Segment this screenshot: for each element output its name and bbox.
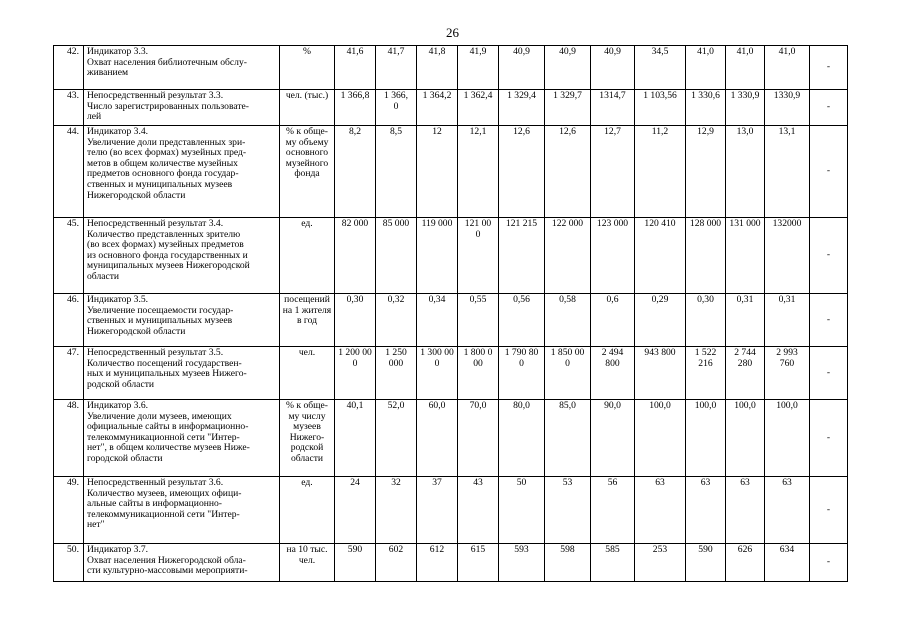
value-cell: 63 (765, 477, 810, 544)
value-cell: 41,0 (686, 46, 726, 90)
value-cell: 1 850 00 0 (545, 347, 591, 400)
last-cell: - (810, 544, 848, 582)
last-cell: - (810, 126, 848, 218)
value-cell: 41,9 (458, 46, 499, 90)
value-cell: 53 (545, 477, 591, 544)
unit-cell: чел. (280, 347, 335, 400)
indicators-table (53, 45, 848, 582)
value-cell: 598 (545, 544, 591, 582)
table-row (54, 46, 848, 90)
value-cell: 34,5 (635, 46, 686, 90)
value-cell: 0,32 (376, 294, 417, 347)
value-cell: 1 330,6 (686, 90, 726, 126)
value-cell: 122 000 (545, 218, 591, 294)
value-cell: 612 (417, 544, 458, 582)
value-cell: 32 (376, 477, 417, 544)
unit-cell: % (280, 46, 335, 90)
value-cell: 41,8 (417, 46, 458, 90)
value-cell: 0,56 (499, 294, 545, 347)
row-number: 47. (54, 347, 84, 400)
unit-cell: посещений на 1 жителя в год (280, 294, 335, 347)
value-cell: 2 993 760 (765, 347, 810, 400)
value-cell: 100,0 (635, 400, 686, 477)
value-cell: 1 300 00 0 (417, 347, 458, 400)
row-number: 42. (54, 46, 84, 90)
value-cell: 60,0 (417, 400, 458, 477)
unit-cell: % к обще- му объему основного музейного фонда (280, 126, 335, 218)
value-cell: 80,0 (499, 400, 545, 477)
value-cell: 63 (726, 477, 765, 544)
unit-cell: ед. (280, 477, 335, 544)
value-cell: 13,1 (765, 126, 810, 218)
value-cell: 8,2 (335, 126, 376, 218)
last-cell: - (810, 477, 848, 544)
value-cell: 43 (458, 477, 499, 544)
table-row (54, 126, 848, 218)
row-number: 48. (54, 400, 84, 477)
value-cell: 1 329,7 (545, 90, 591, 126)
value-cell: 1 103,56 (635, 90, 686, 126)
row-number: 49. (54, 477, 84, 544)
value-cell: 0,55 (458, 294, 499, 347)
value-cell: 41,7 (376, 46, 417, 90)
value-cell: 1 790 80 0 (499, 347, 545, 400)
value-cell: 40,1 (335, 400, 376, 477)
indicator-name: Непосредственный результат 3.6. Количество музеев, имеющих офици- альные сайты в информационно- телекоммуникационной сети "Интер- нет" (84, 477, 280, 544)
value-cell: 119 000 (417, 218, 458, 294)
last-cell: - (810, 400, 848, 477)
value-cell: 100,0 (726, 400, 765, 477)
value-cell: 585 (591, 544, 635, 582)
unit-cell: ед. (280, 218, 335, 294)
indicator-name: Индикатор 3.6. Увеличение доли музеев, имеющих официальные сайты в информационно- телекоммуникационной сети "Интер- нет", в общем количестве музеев Ниже- городской области (84, 400, 280, 477)
value-cell: 1 250 000 (376, 347, 417, 400)
value-cell: 63 (635, 477, 686, 544)
value-cell: 24 (335, 477, 376, 544)
value-cell: 1 330,9 (726, 90, 765, 126)
value-cell: 0,29 (635, 294, 686, 347)
value-cell: 0,6 (591, 294, 635, 347)
value-cell: 12 (417, 126, 458, 218)
value-cell: 1 200 00 0 (335, 347, 376, 400)
value-cell: 1 800 0 00 (458, 347, 499, 400)
last-cell: - (810, 90, 848, 126)
value-cell: 12,6 (545, 126, 591, 218)
value-cell: 128 000 (686, 218, 726, 294)
last-cell: - (810, 46, 848, 90)
value-cell: 1 362,4 (458, 90, 499, 126)
value-cell: 50 (499, 477, 545, 544)
value-cell: 1 364,2 (417, 90, 458, 126)
value-cell: 590 (686, 544, 726, 582)
table-row (54, 347, 848, 400)
value-cell: 253 (635, 544, 686, 582)
row-number: 46. (54, 294, 84, 347)
indicator-name: Непосредственный результат 3.4. Количество представленных зрителю (во всех формах) музейных предметов из основного фонда государственных и муниципальных музеев Нижегородской области (84, 218, 280, 294)
value-cell: 40,9 (545, 46, 591, 90)
indicator-name: Индикатор 3.5. Увеличение посещаемости государ- ственных и муниципальных музеев Нижегородской области (84, 294, 280, 347)
value-cell: 626 (726, 544, 765, 582)
value-cell: 131 000 (726, 218, 765, 294)
table-row (54, 218, 848, 294)
value-cell: 1314,7 (591, 90, 635, 126)
value-cell: 12,1 (458, 126, 499, 218)
table-row (54, 294, 848, 347)
value-cell: 0,30 (335, 294, 376, 347)
value-cell: 12,7 (591, 126, 635, 218)
value-cell: 1 329,4 (499, 90, 545, 126)
unit-cell: на 10 тыс. чел. (280, 544, 335, 582)
value-cell: 1 522 216 (686, 347, 726, 400)
table-row (54, 477, 848, 544)
row-number: 43. (54, 90, 84, 126)
value-cell: 1 366, 0 (376, 90, 417, 126)
value-cell: 132000 (765, 218, 810, 294)
indicator-name: Индикатор 3.4. Увеличение доли представленных зри- телю (во всех формах) музейных пред- метов в общем количестве музейных предметов основного фонда государ- ственных и муниципальных музеев Нижегородской области (84, 126, 280, 218)
value-cell: 63 (686, 477, 726, 544)
value-cell: 120 410 (635, 218, 686, 294)
row-number: 45. (54, 218, 84, 294)
value-cell: 56 (591, 477, 635, 544)
value-cell: 121 00 0 (458, 218, 499, 294)
value-cell: 13,0 (726, 126, 765, 218)
value-cell: 41,0 (765, 46, 810, 90)
value-cell: 2 494 800 (591, 347, 635, 400)
value-cell: 593 (499, 544, 545, 582)
value-cell: 590 (335, 544, 376, 582)
last-cell: - (810, 294, 848, 347)
value-cell: 123 000 (591, 218, 635, 294)
table-row (54, 90, 848, 126)
row-number: 50. (54, 544, 84, 582)
value-cell: 100,0 (765, 400, 810, 477)
unit-cell: % к обще- му числу музеев Нижего- родской области (280, 400, 335, 477)
indicator-name: Непосредственный результат 3.5. Количество посещений государствен- ных и муниципальных музеев Нижего- родской области (84, 347, 280, 400)
last-cell: - (810, 218, 848, 294)
table-row (54, 400, 848, 477)
value-cell: 615 (458, 544, 499, 582)
indicator-name: Непосредственный результат 3.3. Число зарегистрированных пользовате- лей (84, 90, 280, 126)
value-cell: 943 800 (635, 347, 686, 400)
value-cell: 11,2 (635, 126, 686, 218)
value-cell: 85,0 (545, 400, 591, 477)
value-cell: 602 (376, 544, 417, 582)
value-cell: 1330,9 (765, 90, 810, 126)
value-cell: 1 366,8 (335, 90, 376, 126)
value-cell: 0,58 (545, 294, 591, 347)
unit-cell: чел. (тыс.) (280, 90, 335, 126)
value-cell: 40,9 (591, 46, 635, 90)
table-body (54, 46, 848, 582)
value-cell: 40,9 (499, 46, 545, 90)
value-cell: 12,9 (686, 126, 726, 218)
value-cell: 0,31 (765, 294, 810, 347)
value-cell: 52,0 (376, 400, 417, 477)
indicator-name: Индикатор 3.3. Охват населения библиотечным обслу- живанием (84, 46, 280, 90)
value-cell: 8,5 (376, 126, 417, 218)
row-number: 44. (54, 126, 84, 218)
value-cell: 90,0 (591, 400, 635, 477)
value-cell: 37 (417, 477, 458, 544)
value-cell: 100,0 (686, 400, 726, 477)
value-cell: 2 744 280 (726, 347, 765, 400)
value-cell: 634 (765, 544, 810, 582)
value-cell: 0,30 (686, 294, 726, 347)
value-cell: 70,0 (458, 400, 499, 477)
value-cell: 85 000 (376, 218, 417, 294)
page-number: 26 (446, 25, 459, 40)
value-cell: 0,31 (726, 294, 765, 347)
value-cell: 12,6 (499, 126, 545, 218)
value-cell: 41,6 (335, 46, 376, 90)
indicator-name: Индикатор 3.7. Охват населения Нижегородской обла- сти культурно-массовыми мероприяти- (84, 544, 280, 582)
value-cell: 82 000 (335, 218, 376, 294)
last-cell: - (810, 347, 848, 400)
value-cell: 121 215 (499, 218, 545, 294)
value-cell: 0,34 (417, 294, 458, 347)
table-row (54, 544, 848, 582)
value-cell: 41,0 (726, 46, 765, 90)
